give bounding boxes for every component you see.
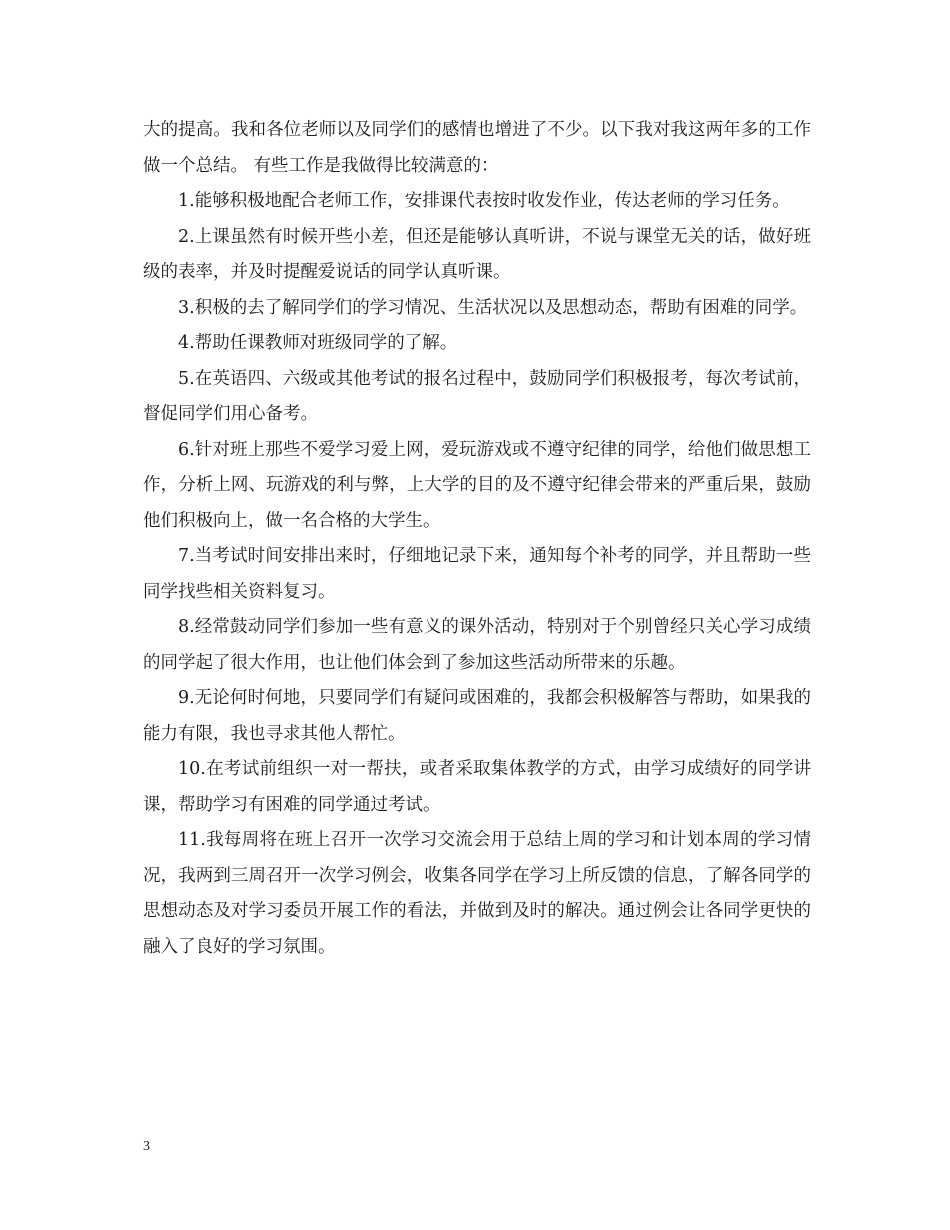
list-item-1: 1.能够积极地配合老师工作，安排课代表按时收发作业，传达老师的学习任务。	[178, 191, 790, 211]
list-item-9: 9.无论何时何地，只要同学们有疑问或困难的，我都会积极解答与帮助，如果我的能力有限，我也寻求其他人帮忙。	[143, 688, 811, 744]
list-item-5: 5.在英语四、六级或其他考试的报名过程中，鼓励同学们积极报考，每次考试前，督促同学们用心备考。	[143, 368, 811, 424]
list-item-6: 6.针对班上那些不爱学习爱上网，爱玩游戏或不遵守纪律的同学，给他们做思想工作，分析上网、玩游戏的利与弊，上大学的目的及不遵守纪律会带来的严重后果，鼓励他们积极向上，做一名合格的大学生。	[143, 439, 811, 531]
list-item-11: 11.我每周将在班上召开一次学习交流会用于总结上周的学习和计划本周的学习情况，我两到三周召开一次学习例会，收集各同学在学习上所反馈的信息，了解各同学的思想动态及对学习委员开展工作的看法，并做到及时的解决。通过例会让各同学更快的融入了良好的学习氛围。	[143, 830, 811, 957]
list-item-8: 8.经常鼓动同学们参加一些有意义的课外活动，特别对于个别曾经只关心学习成绩的同学起了很大作用，也让他们体会到了参加这些活动所带来的乐趣。	[143, 617, 811, 673]
list-item-4: 4.帮助任课教师对班级同学的了解。	[178, 333, 458, 353]
list-item-3: 3.积极的去了解同学们的学习情况、生活状况以及思想动态，帮助有困难的同学。	[178, 297, 808, 318]
list-item-7: 7.当考试时间安排出来时，仔细地记录下来，通知每个补考的同学，并且帮助一些同学找些相关资料复习。	[143, 546, 811, 602]
document-body	[143, 113, 811, 965]
page-number: 3	[143, 1139, 150, 1154]
list-item-10: 10.在考试前组织一对一帮扶，或者采取集体教学的方式，由学习成绩好的同学讲课，帮助学习有困难的同学通过考试。	[143, 759, 811, 815]
list-item-2: 2.上课虽然有时候开些小差，但还是能够认真听讲，不说与课堂无关的话，做好班级的表率，并及时提醒爱说话的同学认真听课。	[143, 226, 811, 282]
paragraph-intro: 大的提高。我和各位老师以及同学们的感情也增进了不少。以下我对我这两年多的工作做一个总结。 有些工作是我做得比较满意的：	[143, 120, 811, 176]
